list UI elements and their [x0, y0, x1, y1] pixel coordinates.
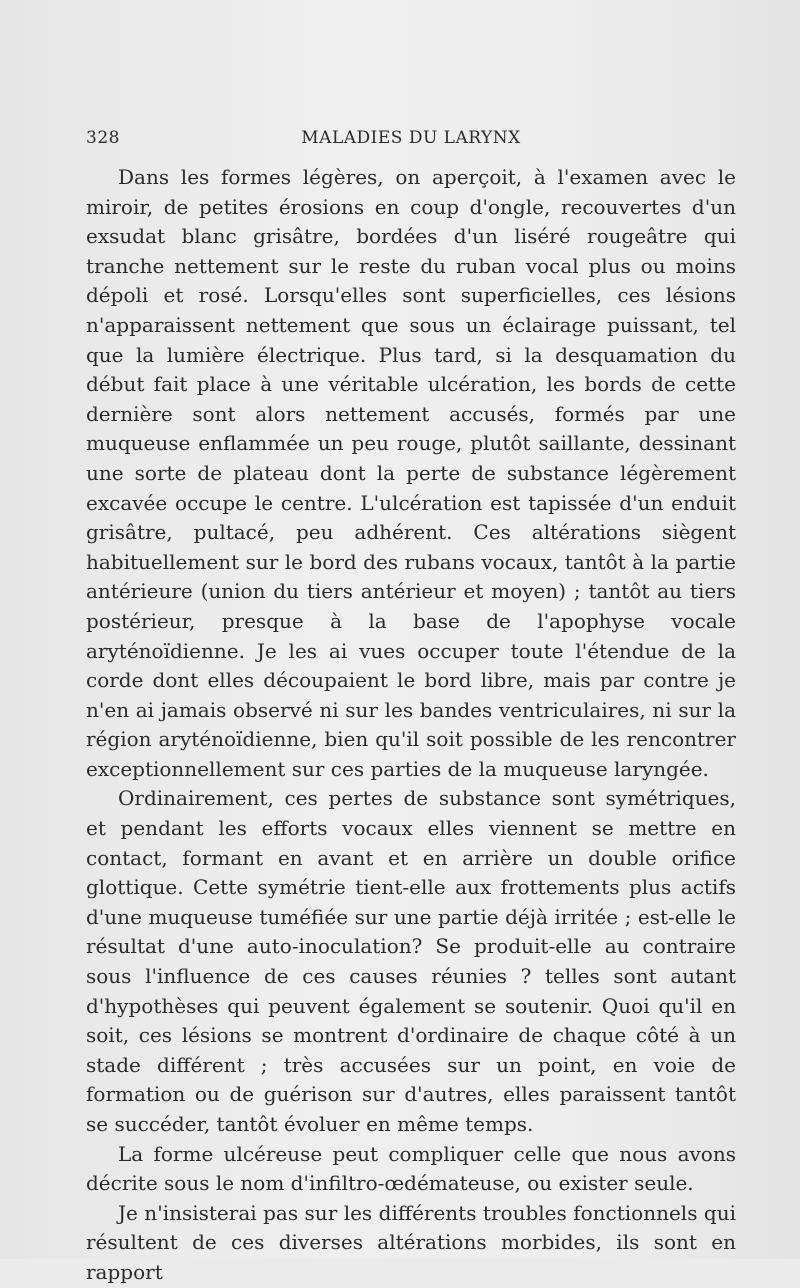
paragraph: La forme ulcéreuse peut compliquer celle que nous avons décrite sous le nom d'infiltro-œdémateuse, ou exister seule.: [86, 1141, 736, 1196]
page-header: [86, 124, 736, 154]
running-title: MALADIES DU LARYNX: [301, 128, 521, 148]
page-body: [86, 163, 736, 1288]
paragraph: Je n'insisterai pas sur les différents troubles fonctionnels qui résultent de ces diverses altérations morbides, ils sont en rapport: [86, 1200, 736, 1284]
paragraph: Ordinairement, ces pertes de substance sont symétriques, et pendant les efforts vocaux elles viennent se mettre en contact, formant en avant et en arrière un double orifice glottique. Cette symétrie tient-elle aux frottements plus actifs d'une muqueuse tuméfiée sur une partie déjà irritée ; est-elle le résultat d'une auto-inoculation? Se produit-elle au contraire sous l'influence de ces causes réunies ? telles sont autant d'hypothèses qui peuvent également se soutenir. Quoi qu'il en soit, ces lésions se montrent d'ordinaire de chaque côté à un stade différent ; très accusées sur un point, en voie de formation ou de guérison sur d'autres, elles paraissent tantôt se succéder, tantôt évoluer en même temps.: [86, 786, 736, 1136]
page-number: 328: [86, 128, 120, 148]
paragraph: Dans les formes légères, on aperçoit, à l'examen avec le miroir, de petites érosions en coup d'ongle, recouvertes d'un exsudat blanc grisâtre, bordées d'un liséré rougeâtre qui tranche nettement sur le reste du ruban vocal plus ou moins dépoli et rosé. Lorsqu'elles sont superficielles, ces lésions n'apparaissent nettement que sous un éclairage puissant, tel que la lumière électrique. Plus tard, si la desquamation du début fait place à une véritable ulcération, les bords de cette dernière sont alors nettement accusés, formés par une muqueuse enflammée un peu rouge, plutôt saillante, dessinant une sorte de plateau dont la perte de substance légèrement excavée occupe le centre. L'ulcération est tapissée d'un enduit grisâtre, pultacé, peu adhérent. Ces altérations siègent habituellement sur le bord des rubans vocaux, tantôt à la partie antérieure (union du tiers antérieur et moyen) ; tantôt au tiers postérieur, presque à la base de l'apophyse vocale aryténoïdienne. Je les ai vues occuper toute l'étendue de la corde dont elles découpaient le bord libre, mais par contre je n'en ai jamais observé ni sur les bandes ventriculaires, ni sur la région aryténoïdienne, bien qu'il soit possible de les rencontrer exceptionnellement sur ces parties de la muqueuse laryngée.: [86, 165, 736, 781]
